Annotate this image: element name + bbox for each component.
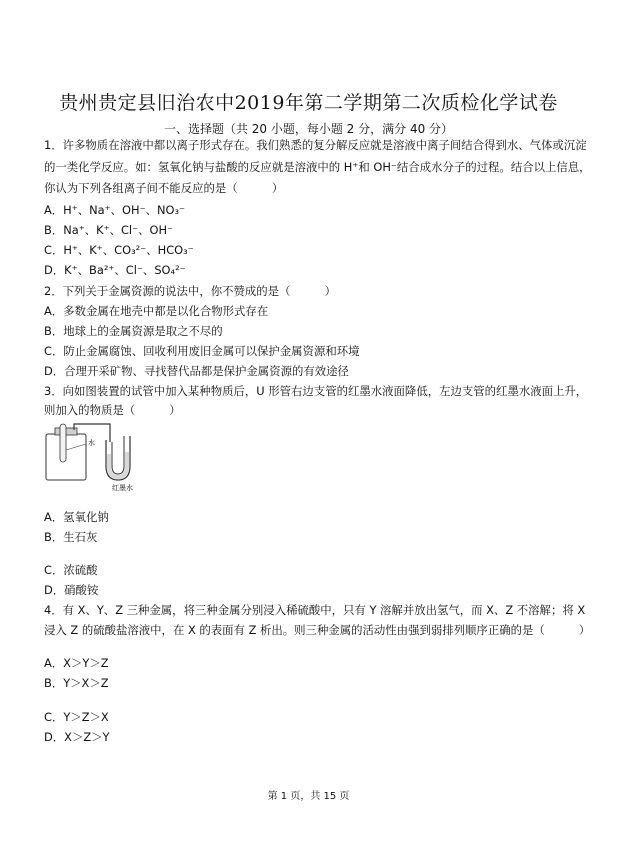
q4-option-b: B．Y＞X＞Z (44, 676, 109, 690)
q1-option-a: A．H⁺、Na⁺、OH⁻、NO₃⁻ (44, 203, 186, 217)
q4-line-2: 浸入 Z 的硫酸盐溶液中，在 X 的表面有 Z 析出。则三种金属的活动性由强到弱排列顺序正确的是（ ） (44, 623, 591, 637)
page-number: 第 1 页，共 15 页 (267, 791, 350, 802)
water-pointer (66, 444, 86, 450)
red-ink-fill (107, 452, 129, 479)
red-ink-label: 红墨水 (112, 484, 133, 492)
q4-option-c: C．Y＞Z＞X (44, 710, 109, 724)
q2-option-c: C．防止金属腐蚀、回收利用废旧金属可以保护金属资源和环境 (44, 344, 360, 358)
q3-line-1: 3．向如图装置的试管中加入某种物质后，U 形管右边支管的红墨水液面降低，左边支管的红墨水液面上升， (44, 384, 588, 398)
q4-option-a: A．X＞Y＞Z (44, 656, 109, 670)
q2-option-d: D．合理开采矿物、寻找替代品都是保护金属资源的有效途径 (44, 364, 349, 378)
q2-option-a: A．多数金属在地壳中都是以化合物形式存在 (44, 304, 269, 318)
q4-option-d: D．X＞Z＞Y (44, 730, 110, 744)
q1-option-d: D．K⁺、Ba²⁺、Cl⁻、SO₄²⁻ (44, 263, 186, 277)
q3-option-c: C．浓硫酸 (44, 563, 98, 577)
section-heading: 一、选择题（共 20 小题，每小题 2 分，满分 40 分） (163, 122, 454, 136)
q1-line-2: 的一类化学反应。如：氢氧化钠与盐酸的反应就是溶液中的 H⁺和 OH⁻结合成水分子的过程。结合以上信息， (44, 160, 591, 174)
q2-line-1: 2．下列关于金属资源的说法中，你不赞成的是（ ） (44, 284, 337, 298)
test-tube (60, 424, 66, 462)
q3-option-a: A．氢氧化钠 (44, 510, 109, 524)
u-tube-inner (112, 436, 124, 474)
q1-option-c: C．H⁺、K⁺、CO₃²⁻、HCO₃⁻ (44, 243, 194, 257)
q2-option-b: B．地球上的金属资源是取之不尽的 (44, 324, 223, 338)
exam-title: 贵州贵定县旧治农中2019年第二学期第二次质检化学试卷 (59, 92, 558, 114)
q1-line-1: 1．许多物质在溶液中都以离子形式存在。我们熟悉的复分解反应就是溶液中离子间结合得到水、气体或沉淀 (44, 138, 587, 152)
q1-option-b: B．Na⁺、K⁺、Cl⁻、OH⁻ (44, 223, 174, 237)
apparatus-diagram (40, 420, 150, 492)
q3-option-d: D．硝酸铵 (44, 583, 99, 597)
q1-line-3: 你认为下列各组离子间不能反应的是（ ） (44, 181, 284, 195)
q3-option-b: B．生石灰 (44, 530, 98, 544)
water-label: 水 (88, 439, 95, 447)
q3-line-2: 则加入的物质是（ ） (44, 403, 181, 417)
q4-line-1: 4．有 X、Y、Z 三种金属，将三种金属分别浸入稀硫酸中，只有 Y 溶解并放出氢气，而 X、Z 不溶解；将 X (44, 603, 586, 617)
